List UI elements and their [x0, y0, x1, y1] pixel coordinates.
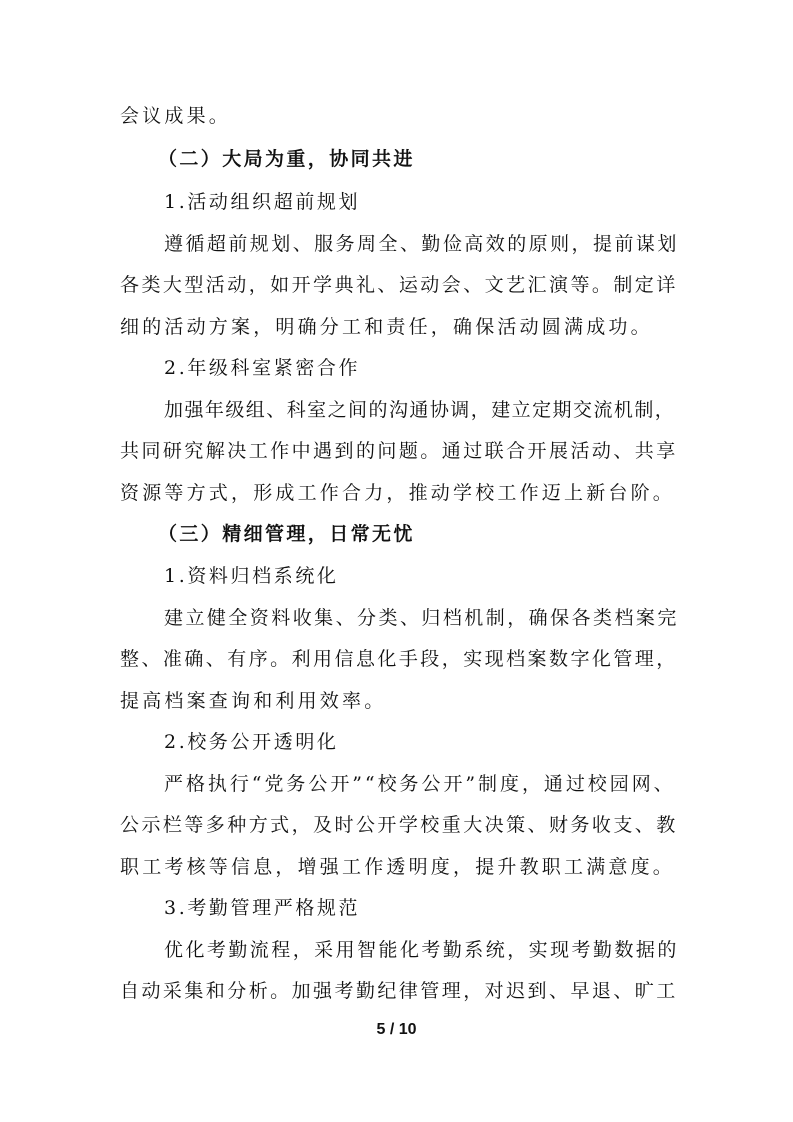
paragraph-line: 各类大型活动，如开学典礼、运动会、文艺汇演等。制定详	[120, 274, 678, 296]
sub-heading: 1.资料归档系统化	[164, 565, 339, 587]
paragraph-line: 严格执行“党务公开”“校务公开”制度，通过校园网、	[164, 773, 676, 795]
paragraph-line: 自动采集和分析。加强考勤纪律管理，对迟到、早退、旷工	[120, 980, 678, 1002]
paragraph-line: 公示栏等多种方式，及时公开学校重大决策、财务收支、教	[120, 814, 678, 836]
sub-heading: 3.考勤管理严格规范	[164, 897, 361, 919]
page-number: 5 / 10	[376, 1021, 417, 1038]
paragraph-line: 职工考核等信息，增强工作透明度，提升教职工满意度。	[120, 856, 676, 878]
paragraph-line: 加强年级组、科室之间的沟通协调，建立定期交流机制，	[164, 399, 676, 421]
sub-heading: 2.校务公开透明化	[164, 731, 339, 753]
paragraph-line: 遵循超前规划、服务周全、勤俭高效的原则，提前谋划	[164, 233, 679, 255]
paragraph-line: 细的活动方案，明确分工和责任，确保活动圆满成功。	[120, 316, 653, 338]
section-heading: （二）大局为重，协同共进	[158, 148, 415, 170]
paragraph-line: 共同研究解决工作中遇到的问题。通过联合开展活动、共享	[120, 440, 678, 462]
paragraph-line: 整、准确、有序。利用信息化手段，实现档案数字化管理，	[120, 648, 678, 670]
paragraph-line: 建立健全资料收集、分类、归档机制，确保各类档案完	[164, 607, 679, 629]
paragraph-line: 优化考勤流程，采用智能化考勤系统，实现考勤数据的	[164, 939, 679, 961]
paragraph-line: 提高档案查询和利用效率。	[120, 690, 387, 712]
sub-heading: 2.年级科室紧密合作	[164, 357, 361, 379]
section-heading: （三）精细管理，日常无忧	[158, 523, 415, 545]
sub-heading: 1.活动组织超前规划	[164, 191, 361, 213]
paragraph-line: 会议成果。	[120, 105, 232, 127]
paragraph-line: 资源等方式，形成工作合力，推动学校工作迈上新台阶。	[120, 482, 676, 504]
